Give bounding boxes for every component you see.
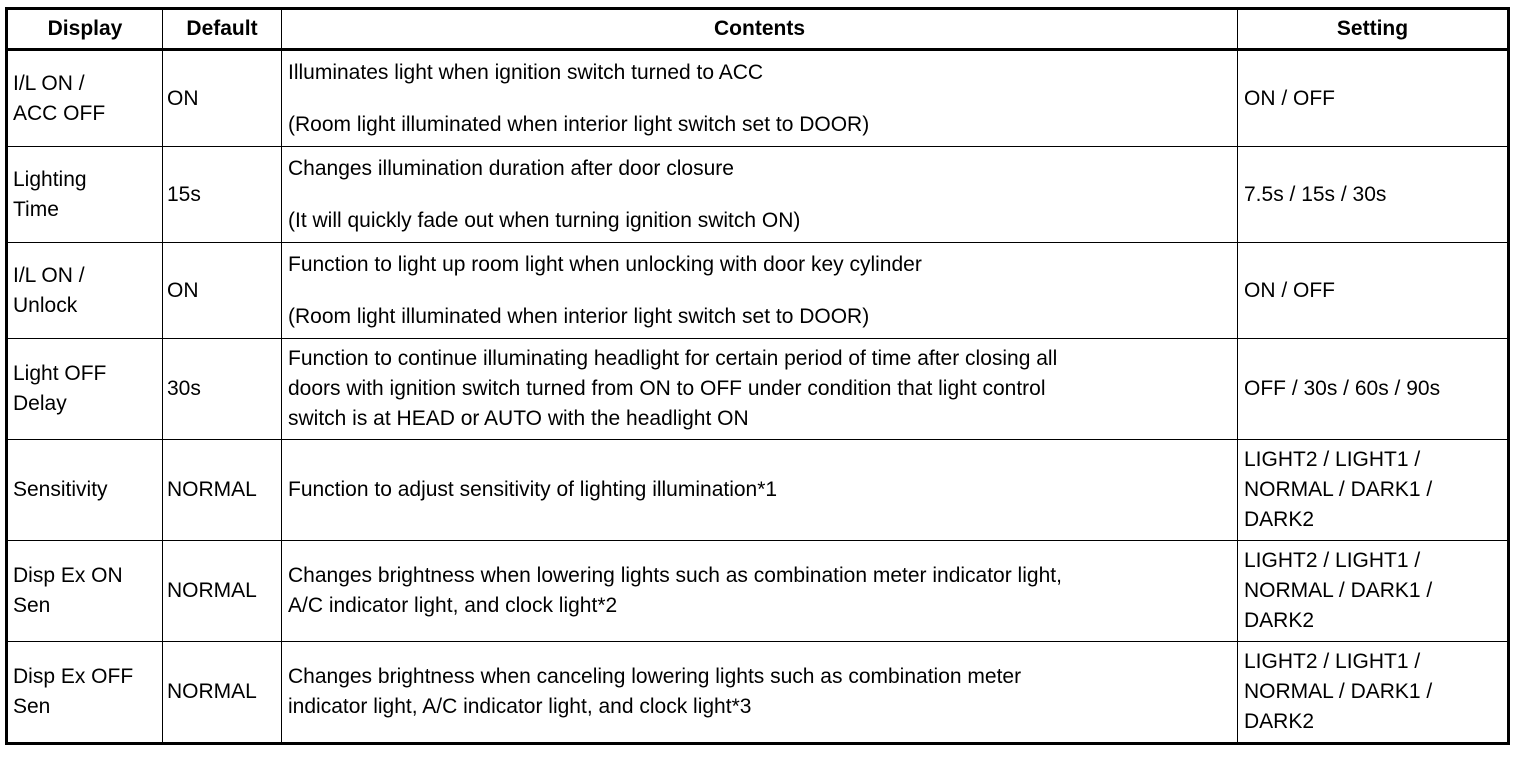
- default-cell: NORMAL: [163, 642, 282, 744]
- contents-main: Illuminates light when ignition switch turned to ACC: [288, 60, 764, 84]
- display-cell: [7, 243, 163, 339]
- setting-cell: [1238, 147, 1509, 243]
- table-row: [7, 339, 1509, 440]
- default-cell: 15s: [163, 147, 282, 243]
- setting-cell: [1238, 339, 1509, 440]
- setting-line: ON / OFF: [1244, 86, 1335, 110]
- setting-cell: [1238, 440, 1509, 541]
- contents-cell: [282, 541, 1238, 642]
- setting-line: OFF / 30s / 60s / 90s: [1244, 377, 1441, 400]
- header-contents: Contents: [282, 9, 1238, 50]
- contents-cell: [282, 440, 1238, 541]
- contents-line: Changes brightness when canceling lowering lights such as combination meter: [288, 665, 1022, 688]
- display-cell: [7, 440, 163, 541]
- display-line: ACC OFF: [13, 101, 106, 125]
- contents-main: Function to light up room light when unlocking with door key cylinder: [288, 252, 922, 276]
- setting-line: NORMAL / DARK1 /: [1244, 680, 1433, 703]
- display-line: Lighting: [13, 167, 87, 191]
- display-line: Light OFF: [13, 362, 107, 385]
- setting-line: LIGHT2 / LIGHT1 /: [1244, 448, 1421, 471]
- contents-line: indicator light, A/C indicator light, and clock light*3: [288, 695, 752, 718]
- display-cell: [7, 50, 163, 147]
- contents-note: (It will quickly fade out when turning ignition switch ON): [288, 208, 801, 232]
- contents-line: switch is at HEAD or AUTO with the headlight ON: [288, 407, 749, 430]
- setting-line: DARK2: [1244, 508, 1315, 531]
- contents-cell: [282, 147, 1238, 243]
- table-header-row: [7, 9, 1509, 50]
- display-line: Unlock: [13, 293, 78, 317]
- header-setting: Setting: [1238, 9, 1509, 50]
- table-row: [7, 243, 1509, 339]
- setting-cell: [1238, 243, 1509, 339]
- contents-line: doors with ignition switch turned from ON to OFF under condition that light control: [288, 377, 1046, 400]
- default-cell: ON: [163, 243, 282, 339]
- setting-line: NORMAL / DARK1 /: [1244, 478, 1433, 501]
- table-row: [7, 541, 1509, 642]
- customization-table: [5, 7, 1510, 745]
- table-row: [7, 440, 1509, 541]
- display-line: Delay: [13, 392, 67, 415]
- setting-line: DARK2: [1244, 710, 1315, 733]
- contents-cell: [282, 243, 1238, 339]
- display-line: I/L ON /: [13, 263, 85, 287]
- display-line: Disp Ex ON: [13, 564, 123, 587]
- setting-line: LIGHT2 / LIGHT1 /: [1244, 650, 1421, 673]
- setting-cell: [1238, 642, 1509, 744]
- contents-main: Changes illumination duration after door closure: [288, 156, 734, 180]
- header-display: Display: [7, 9, 163, 50]
- setting-line: DARK2: [1244, 609, 1315, 632]
- display-line: Sen: [13, 695, 51, 718]
- display-cell: [7, 147, 163, 243]
- setting-cell: [1238, 541, 1509, 642]
- header-default: Default: [163, 9, 282, 50]
- default-cell: ON: [163, 50, 282, 147]
- display-cell: [7, 339, 163, 440]
- display-cell: [7, 642, 163, 744]
- display-cell: [7, 541, 163, 642]
- table-row: [7, 50, 1509, 147]
- setting-line: LIGHT2 / LIGHT1 /: [1244, 549, 1421, 572]
- contents-line: Changes brightness when lowering lights such as combination meter indicator light,: [288, 564, 1062, 587]
- setting-line: 7.5s / 15s / 30s: [1244, 182, 1387, 206]
- display-line: I/L ON /: [13, 71, 85, 95]
- display-line: Sen: [13, 594, 51, 617]
- contents-cell: [282, 642, 1238, 744]
- display-line: Sensitivity: [13, 478, 108, 501]
- setting-line: ON / OFF: [1244, 278, 1335, 302]
- table-row: [7, 642, 1509, 744]
- contents-note: (Room light illuminated when interior light switch set to DOOR): [288, 112, 870, 136]
- default-cell: NORMAL: [163, 440, 282, 541]
- table-row: [7, 147, 1509, 243]
- contents-line: Function to continue illuminating headlight for certain period of time after closing all: [288, 347, 1058, 370]
- display-line: Time: [13, 197, 59, 221]
- contents-cell: [282, 339, 1238, 440]
- contents-line: A/C indicator light, and clock light*2: [288, 594, 618, 617]
- default-cell: NORMAL: [163, 541, 282, 642]
- contents-note: (Room light illuminated when interior light switch set to DOOR): [288, 304, 870, 328]
- contents-line: Function to adjust sensitivity of lighting illumination*1: [288, 478, 778, 501]
- display-line: Disp Ex OFF: [13, 665, 134, 688]
- setting-cell: [1238, 50, 1509, 147]
- default-cell: 30s: [163, 339, 282, 440]
- setting-line: NORMAL / DARK1 /: [1244, 579, 1433, 602]
- contents-cell: [282, 50, 1238, 147]
